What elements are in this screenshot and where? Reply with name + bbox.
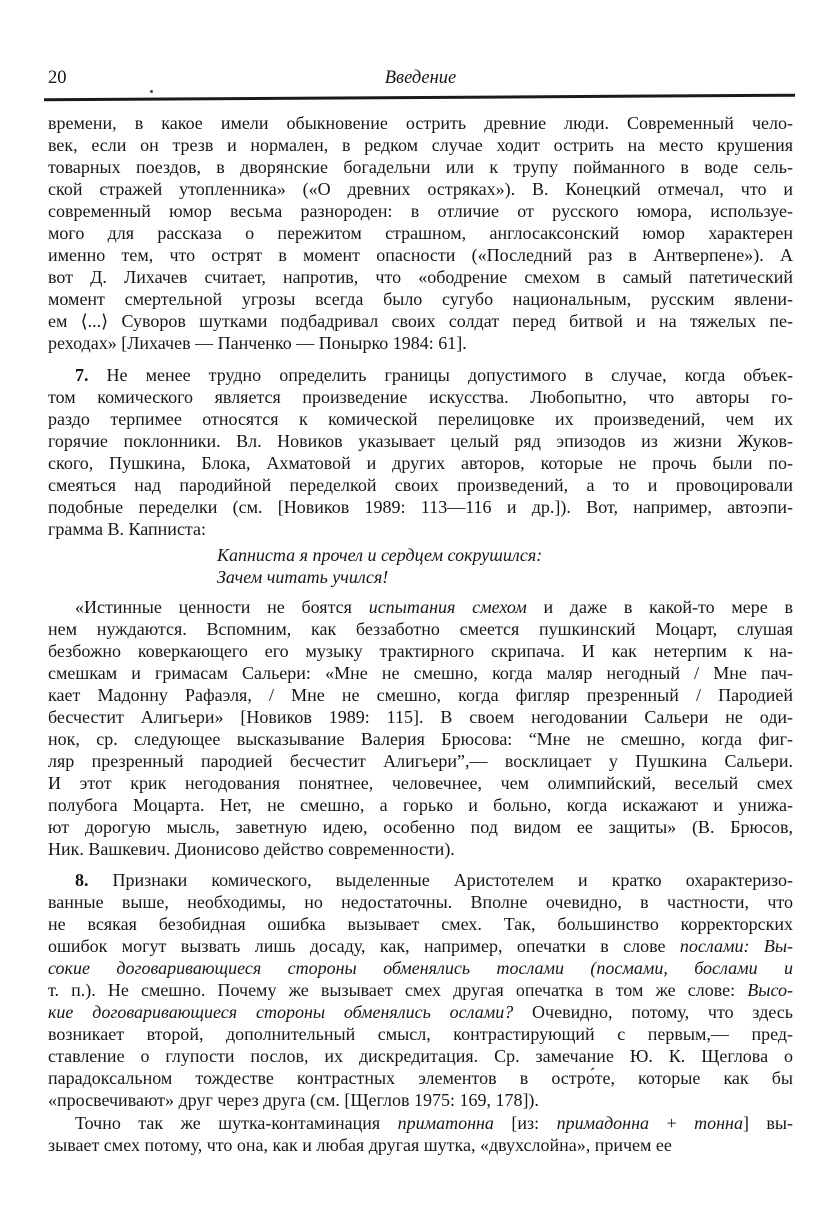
body-text: времени, в какое имели обыкновение острить древние люди. Современный чело- <box>48 113 793 133</box>
body-text: ской стражей утопленника» («О древних остряках»). В. Конецкий отмечал, что и <box>48 179 793 199</box>
body-text: Не менее трудно определить границы допустимого в случае, когда объек- <box>88 365 793 385</box>
text-line <box>48 1045 793 1067</box>
body-text: парадоксальном тождестве контрастных элементов в остро́те, которые как бы <box>48 1068 793 1088</box>
body-text: ского, Пушкина, Блока, Ахматовой и других авторов, которые не прочь были по- <box>48 453 793 473</box>
body-text: [из: <box>493 1113 557 1133</box>
text-line <box>48 156 793 178</box>
text-line <box>217 544 793 566</box>
body-text: вот Д. Лихачев считает, напротив, что «ободрение смехом в самый патетический <box>48 267 793 287</box>
body-text: товарных поездов, в дворянские богадельни или к трупу пойманного в воде сель- <box>48 157 793 177</box>
text-line <box>48 618 793 640</box>
text-line <box>48 310 793 332</box>
text-line <box>48 222 793 244</box>
text-line <box>48 134 793 156</box>
scan-speck <box>150 90 153 93</box>
body-text: грамма В. Капниста: <box>48 519 207 539</box>
page-header <box>48 68 793 92</box>
text-line <box>48 496 793 518</box>
body-text: мого для рассказа о пережитом страшном, англосаксонский юмор характерен <box>48 223 793 243</box>
body-text: Точно так же шутка-контаминация <box>75 1113 398 1133</box>
text-line <box>48 430 793 452</box>
text-line <box>48 640 793 662</box>
body-text: + <box>649 1113 695 1133</box>
body-text: «просвечивают» друг через друга (см. [Щеглов 1975: 169, 178]). <box>48 1090 539 1110</box>
paragraph-number: 8. <box>75 870 89 890</box>
body-text: горячие поклонники. Вл. Новиков указывает целый ряд эпизодов из жизни Жуков- <box>48 431 793 451</box>
paragraph <box>48 1112 793 1156</box>
body-text: век, если он трезв и нормален, в редком случае ходит острить на место крушения <box>48 135 793 155</box>
body-text: ляр презренный пародией бесчестит Алигьери”,— восклицает у Пушкина Сальери. <box>48 751 793 771</box>
body-text: бесчестит Алигьери» [Новиков 1989: 115]. В своем негодовании Сальери не оди- <box>48 707 793 727</box>
text-line <box>48 935 793 957</box>
body-text: Зачем читать учился! <box>217 567 389 587</box>
body-text: Признаки комического, выделенные Аристотелем и кратко охарактеризо- <box>88 870 793 890</box>
text-line <box>48 913 793 935</box>
body-text: реходах» [Лихачев — Панченко — Понырко 1984: 61]. <box>48 333 467 353</box>
body-text: и даже в какой-то мере в <box>526 597 794 617</box>
text-line <box>217 566 793 588</box>
text-line <box>48 178 793 200</box>
body-text: раздо терпимее относятся к комической перелицовке их произведений, чем их <box>48 409 793 429</box>
body-text: Ник. Вашкевич. Дионисово действо современности). <box>48 839 455 859</box>
body-text: И этот крик негодования понятнее, человечнее, чем олимпийский, веселый смех <box>48 773 793 793</box>
paragraph <box>48 596 793 860</box>
text-line <box>48 838 793 860</box>
body-text: зывает смех потому, что она, как и любая другая шутка, «двухслойна», причем ее <box>48 1135 672 1155</box>
text-body <box>48 112 793 1156</box>
body-text: современный юмор весьма разнороден: в отличие от русского юмора, используе- <box>48 201 793 221</box>
text-line <box>48 244 793 266</box>
body-text: ют дорогую мысль, заветную идею, особенно под видом ее защиты» (В. Брюсов, <box>48 817 793 837</box>
body-text: ванные выше, необходимы, но недостаточны. Вполне очевидно, в частности, что <box>48 892 793 912</box>
body-text: нем нуждаются. Вспомним, как беззаботно смеется пушкинский Моцарт, слушая <box>48 619 793 639</box>
text-line <box>48 518 793 540</box>
body-text: смешкам и гримасам Сальери: «Мне не смешно, когда маляр негодный / Мне пач- <box>48 663 793 683</box>
text-line <box>48 1067 793 1089</box>
text-line <box>48 816 793 838</box>
emphasized-text: испытания смехом <box>368 597 527 617</box>
text-line <box>48 750 793 772</box>
emphasized-text: примадонна <box>556 1113 650 1133</box>
text-line <box>48 596 793 618</box>
emphasized-text: кие договаривающиеся стороны обменялись ослами? <box>48 1002 514 1022</box>
paragraph <box>48 364 793 540</box>
body-text: безбожно коверкающего его музыку трактирного скрипача. И как нетерпим к на- <box>48 641 793 661</box>
emphasized-text: сокие договаривающиеся стороны обменялись тослами (посмами, бослами и <box>48 958 793 978</box>
text-line <box>48 200 793 222</box>
body-text: т. п.). Не смешно. Почему же вызывает смех другая опечатка в том же слове: <box>48 980 748 1000</box>
body-text: кает Мадонну Рафаэля, / Мне не смешно, когда фигляр презренный / Пародией <box>48 685 793 705</box>
body-text: нок, ср. следующее высказывание Валерия Брюсова: “Мне не смешно, когда фиг- <box>48 729 793 749</box>
body-text: том комического является произведение искусства. Любопытно, что авторы го- <box>48 387 793 407</box>
text-line <box>48 1134 793 1156</box>
text-line <box>48 1023 793 1045</box>
body-text: ] вы- <box>742 1113 793 1133</box>
page-number: 20 <box>48 68 67 88</box>
text-line <box>48 772 793 794</box>
body-text: момент смертельной угрозы всегда было сугубо национальным, русским явлени- <box>48 289 793 309</box>
body-text: именно тем, что острят в момент опасности («Последний раз в Антверпене»). А <box>48 245 793 265</box>
text-line <box>48 979 793 1001</box>
body-text: не всякая безобидная ошибка вызывает смех. Так, большинство корректорских <box>48 914 793 934</box>
text-line <box>48 1001 793 1023</box>
paragraph-number: 7. <box>75 365 89 385</box>
text-line <box>48 1089 793 1111</box>
emphasized-text: тонна <box>694 1113 743 1133</box>
emphasized-text: приматонна <box>397 1113 494 1133</box>
body-text: смеяться над пародийной переделкой своих произведений, а то и провоцировали <box>48 475 793 495</box>
emphasized-text: послами: Вы- <box>679 936 794 956</box>
text-line <box>48 662 793 684</box>
text-line <box>48 112 793 134</box>
body-text: Очевидно, потому, что здесь <box>513 1002 793 1022</box>
text-line <box>48 386 793 408</box>
text-line <box>48 728 793 750</box>
body-text: Капниста я прочел и сердцем сокрушился: <box>217 545 543 565</box>
text-line <box>48 684 793 706</box>
text-line <box>48 869 793 891</box>
text-line <box>48 266 793 288</box>
text-line <box>48 332 793 354</box>
body-text: ем ⟨...⟩ Суворов шутками подбадривал своих солдат перед битвой и на тяжелых пе- <box>48 311 793 331</box>
text-line <box>48 452 793 474</box>
running-title: Введение <box>384 68 457 88</box>
text-line <box>48 288 793 310</box>
emphasized-text: Высо- <box>747 980 793 1000</box>
text-line <box>48 957 793 979</box>
text-line <box>48 1112 793 1134</box>
text-line <box>48 794 793 816</box>
header-rule <box>44 94 795 102</box>
body-text: «Истинные ценности не боятся <box>75 597 369 617</box>
body-text: возникает второй, дополнительный смысл, контрастирующий с первым,— пред- <box>48 1024 793 1044</box>
text-line <box>48 364 793 386</box>
text-line <box>48 408 793 430</box>
text-line <box>48 891 793 913</box>
text-line <box>48 706 793 728</box>
text-line <box>48 474 793 496</box>
body-text: подобные переделки (см. [Новиков 1989: 113—116 и др.]). Вот, например, автоэпи- <box>48 497 793 517</box>
paragraph <box>48 112 793 354</box>
paragraph <box>48 869 793 1111</box>
body-text: ставление о глупости послов, их дискредитация. Ср. замечание Ю. К. Щеглова о <box>48 1046 793 1066</box>
body-text: ошибок могут вызвать лишь досаду, как, например, опечатки в слове <box>48 936 680 956</box>
verse-block <box>48 544 793 588</box>
body-text: полубога Моцарта. Нет, не смешно, а горько и больно, когда искажают и унижа- <box>48 795 793 815</box>
